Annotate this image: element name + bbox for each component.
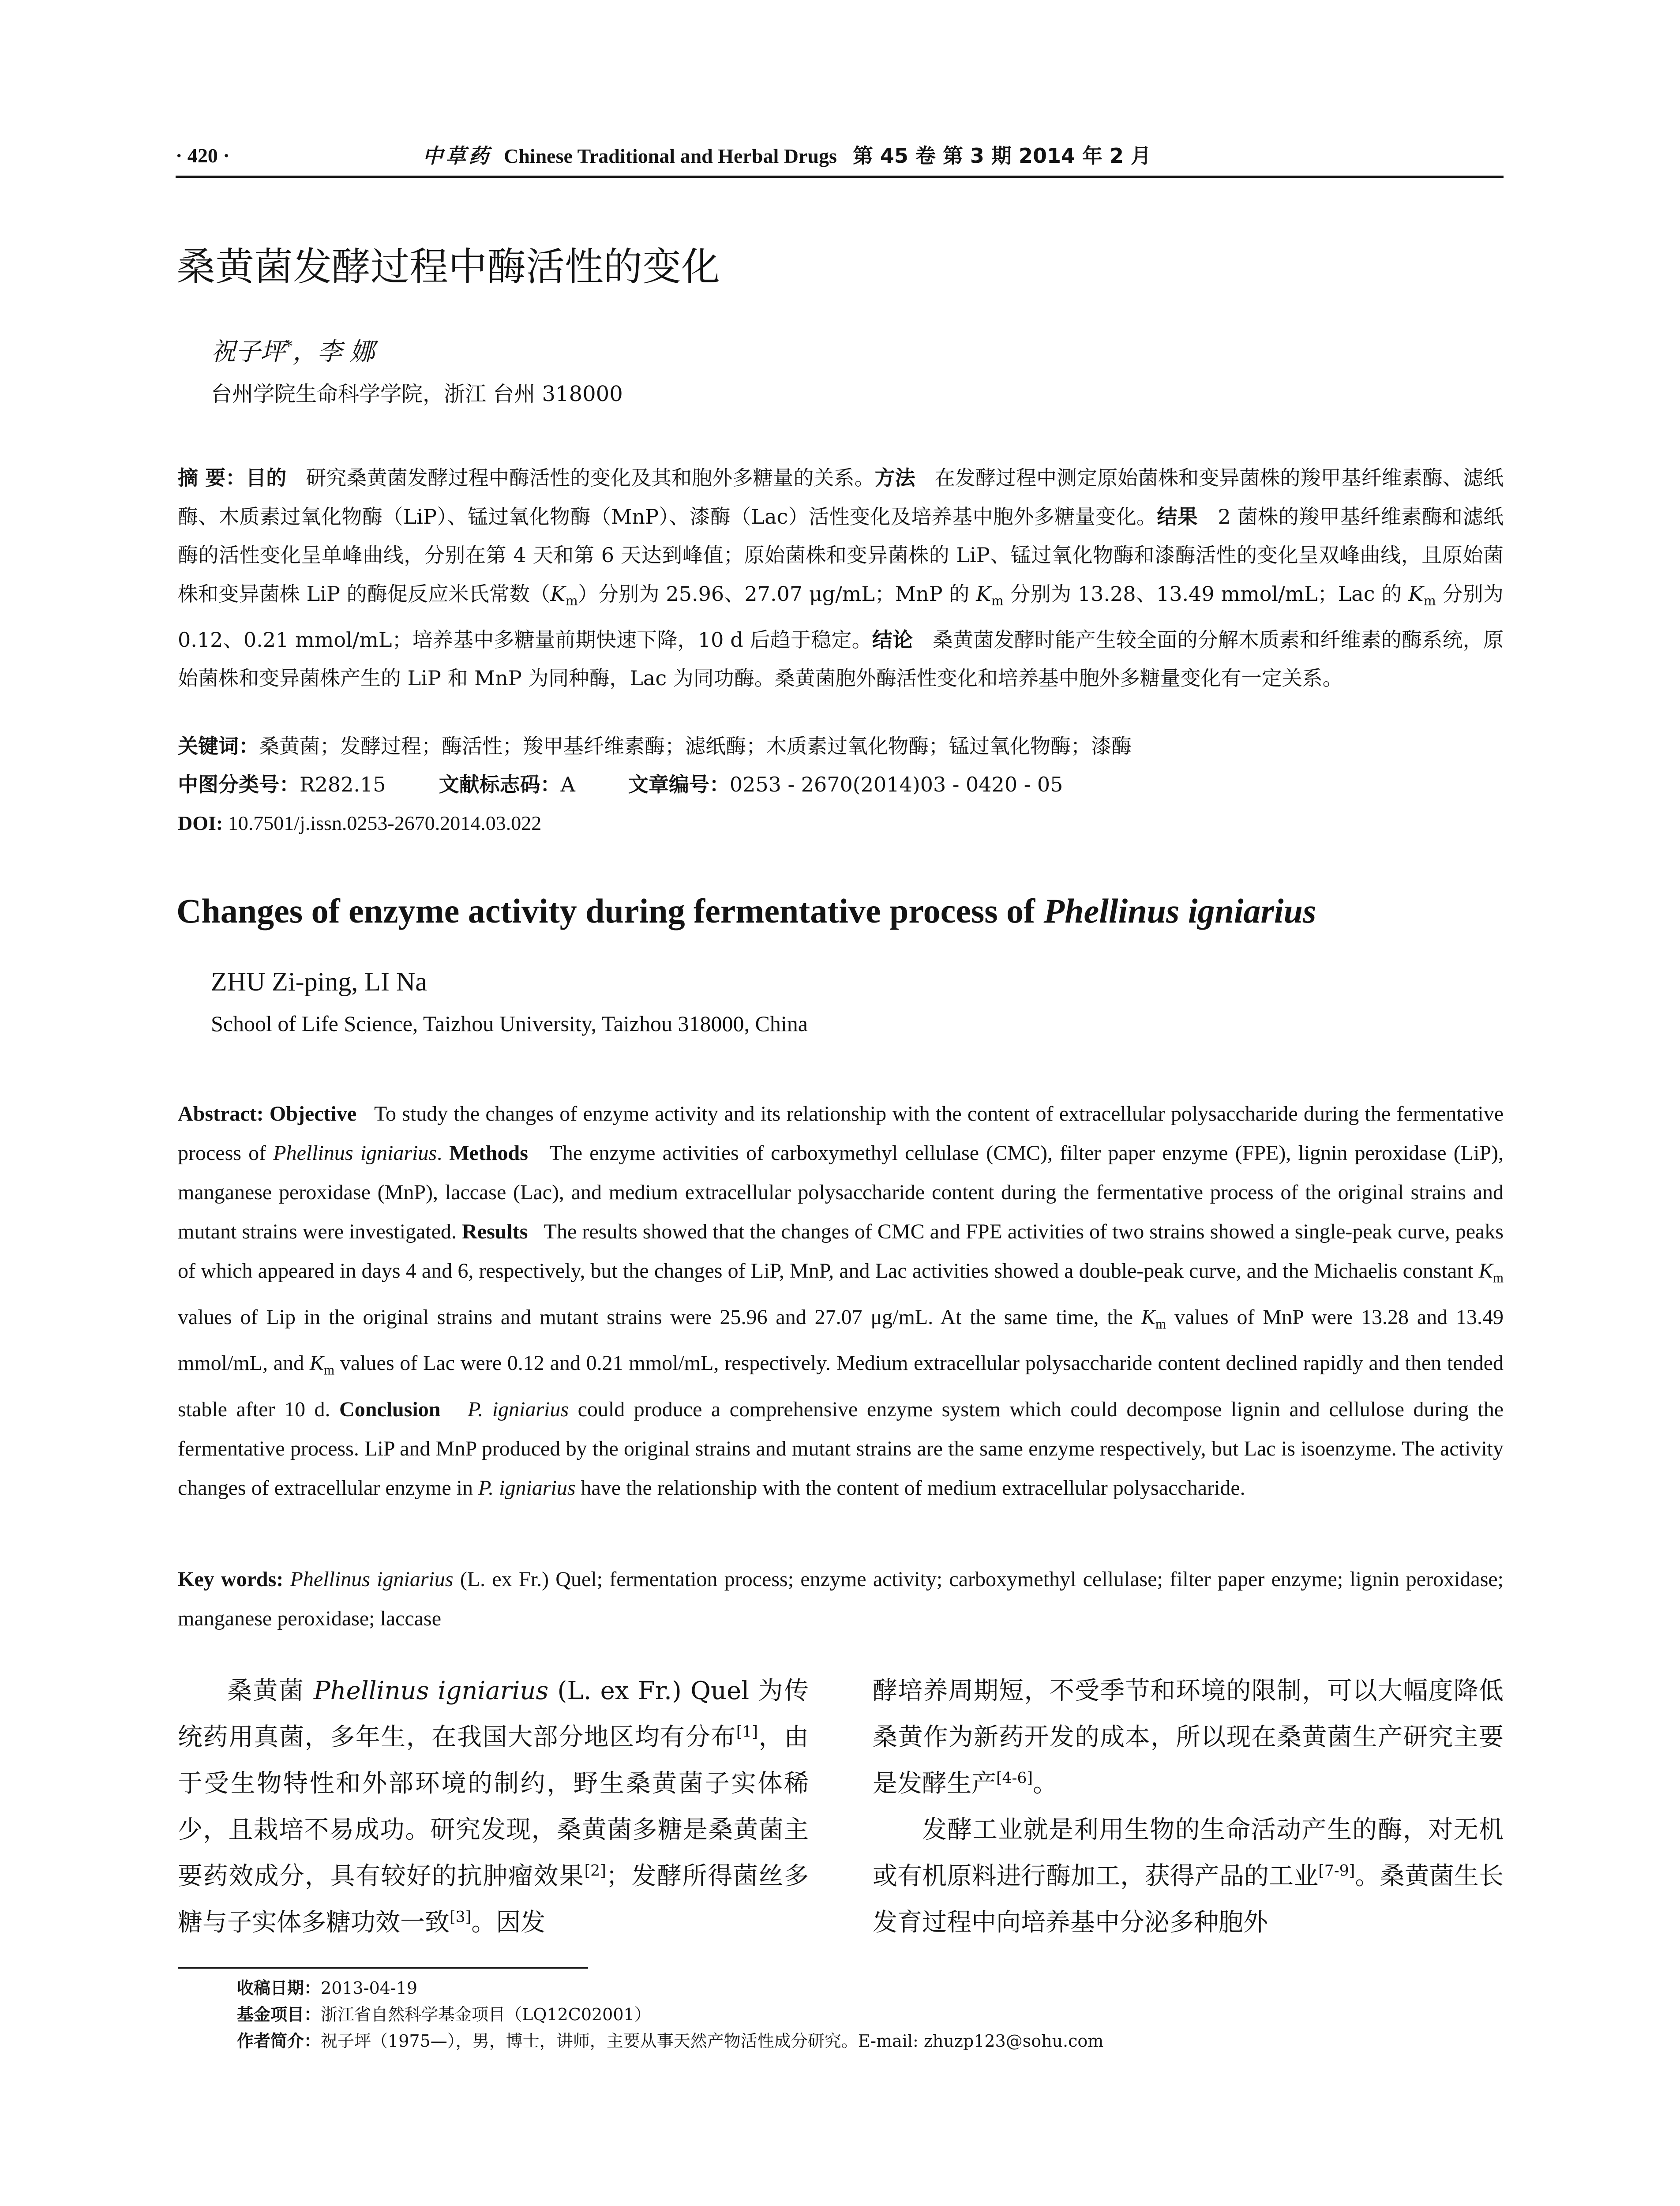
doi-line (178, 804, 541, 843)
keywords-cn (178, 727, 1504, 766)
article-title-en (176, 887, 1316, 935)
doi-label: DOI: (178, 812, 223, 834)
title-en-species: Phellinus igniarius (1043, 892, 1316, 930)
abstract-cn (178, 459, 1504, 698)
abstract-label-en: Abstract: (178, 1102, 264, 1126)
objective-text-cn: 研究桑黄菌发酵过程中酶活性的变化及其和胞外多糖量的关系。 (306, 466, 875, 490)
authors-cn (211, 334, 375, 370)
results-label-cn: 结果 (1157, 504, 1198, 529)
journal-name (423, 140, 1151, 172)
article-no-label: 文章编号： (628, 773, 730, 796)
abstract-en (178, 1094, 1504, 1508)
objective-text-en: To study the changes of enzyme activity and its relationship with the content of extracellular polysaccharide during the fermentative process of Phellinus igniarius. (178, 1102, 1504, 1165)
results-label-en: Results (462, 1220, 528, 1243)
affiliation-cn: 台州学院生命科学学院，浙江 台州 318000 (211, 382, 623, 406)
page-number: · 420 · (176, 144, 230, 167)
footnote-divider (178, 1967, 588, 1969)
methods-label-cn: 方法 (874, 466, 915, 490)
corresponding-mark: * (285, 338, 293, 356)
conclusion-label-en: Conclusion (339, 1397, 441, 1421)
keywords-en (178, 1560, 1504, 1638)
clc-value: R282.15 (300, 773, 386, 796)
journal-name-en: Chinese Traditional and Herbal Drugs (504, 145, 837, 167)
keywords-text-en: Phellinus igniarius (L. ex Fr.) Quel; fermentation process; enzyme activity; carboxymethyl cellulase; filter paper enzyme; lignin peroxidase; manganese peroxidase; laccase (178, 1568, 1504, 1630)
objective-label-cn: 目的 (246, 466, 287, 490)
conclusion-label-cn: 结论 (872, 627, 913, 652)
results-text-en: The results showed that the changes of CMC and FPE activities of two strains showed a single-peak curve, peaks of which appeared in days 4 and 6, respectively, but the changes of LiP, MnP, and Lac activities showed a double-peak curve, and the Michaelis constant $K_m$ values of Lip in the original strains and mutant strains were 25.96 and 27.07 μg/mL. At the same time, the $K_m$ values of MnP were 13.28 and 13.49 mmol/mL, and $K_m$ values of Lac were 0.12 and 0.21 mmol/mL, respectively. Medium extracellular polysaccharide content declined rapidly and then tended stable after 10 d. (178, 1220, 1504, 1421)
methods-text-cn: 在发酵过程中测定原始菌株和变异菌株的羧甲基纤维素酶、滤纸酶、木质素过氧化物酶（LiP）、锰过氧化物酶（MnP）、漆酶（Lac）活性变化及培养基中胞外多糖量变化。 (178, 466, 1504, 529)
article-title-cn: 桑黄菌发酵过程中酶活性的变化 (176, 244, 720, 289)
keywords-label-cn: 关键词： (178, 734, 259, 758)
keywords-label-en: Key words: (178, 1568, 284, 1591)
results-text-cn: 2 菌株的羧甲基纤维素酶和滤纸酶的活性变化呈单峰曲线，分别在第 4 天和第 6 天达到峰值；原始菌株和变异菌株的 LiP、锰过氧化物酶和漆酶活性的变化呈双峰曲线，且原始菌株和变异菌株 LiP 的酶促反应米氏常数$(K_m)$分别为 25.96、27.07 μg/mL；MnP 的 $K_m$ 分别为 13.28、13.49 mmol/mL；Lac 的 $K_m$ 分别为 0.12、0.21 mmol/mL；培养基中多糖量前期快速下降，10 d 后趋于稳定。 (178, 504, 1504, 652)
author-bio-value: 祝子坪（1975—），男，博士，讲师，主要从事天然产物活性成分研究。E-mail: zhuzp123@sohu.com (321, 2031, 1104, 2051)
doi-value[interactable]: 10.7501/j.issn.0253-2670.2014.03.022 (228, 812, 542, 834)
author-bio-label: 作者简介： (237, 2031, 321, 2051)
conclusion-text-en: P. igniarius could produce a comprehensive enzyme system which could decompose lignin and cellulose during the fermentative process. LiP and MnP produced by the original strains and mutant strains are the same enzyme respectively, but Lac is isoenzyme. The activity changes of extracellular enzyme in P. igniarius have the relationship with the content of medium extracellular polysaccharide. (178, 1397, 1504, 1500)
doc-code-label: 文献标志码： (439, 773, 561, 796)
issue-info: 第 45 卷 第 3 期 2014 年 2 月 (852, 144, 1151, 168)
author-2-cn: 娜 (350, 338, 375, 366)
running-header (176, 140, 1504, 178)
body-paragraph: 酵培养周期短，不受季节和环境的限制，可以大幅度降低桑黄作为新药开发的成本，所以现在桑黄菌生产研究主要是发酵生产[4-6]。 (873, 1677, 1504, 1798)
fund-value: 浙江省自然科学基金项目（LQ12C02001） (321, 2005, 651, 2024)
affiliation-en: School of Life Science, Taizhou University, Taizhou 318000, China (211, 1011, 808, 1036)
body-paragraph: 发酵工业就是利用生物的生命活动产生的酶，对无机或有机原料进行酶加工，获得产品的工业[7-9]。桑黄菌生长发育过程中向培养基中分泌多种胞外 (873, 1816, 1504, 1937)
methods-label-en: Methods (449, 1141, 528, 1165)
body-column-left (178, 1668, 809, 1946)
doc-code-value: A (560, 773, 575, 796)
clc-label: 中图分类号： (178, 773, 300, 796)
received-label: 收稿日期： (237, 1978, 321, 1998)
objective-label-en: Objective (269, 1102, 357, 1126)
methods-text-en: The enzyme activities of carboxymethyl cellulase (CMC), filter paper enzyme (FPE), lignin peroxidase (LiP), manganese peroxidase (MnP), laccase (Lac), and medium extracellular polysaccharide content during the fermentative process of the original strains and mutant strains were investigated. (178, 1141, 1504, 1243)
footnote-received (237, 1976, 417, 2000)
author-sep: ，李 (292, 338, 350, 366)
received-value: 2013-04-19 (321, 1978, 418, 1998)
author-1-cn: 祝子坪 (211, 338, 285, 366)
abstract-label-cn: 摘 要： (178, 466, 246, 490)
footnote-author (237, 2029, 1103, 2053)
body-paragraph: 桑黄菌 Phellinus igniarius (L. ex Fr.) Quel 为传统药用真菌，多年生，在我国大部分地区均有分布[1]，由于受生物特性和外部环境的制约，野生桑黄菌子实体稀少，且栽培不易成功。研究发现，桑黄菌多糖是桑黄菌主要药效成分，具有较好的抗肿瘤效果[2]；发酵所得菌丝多糖与子实体多糖功效一致[3]。因发 (178, 1677, 809, 1937)
fund-label: 基金项目： (237, 2005, 321, 2024)
footnote-fund (237, 2002, 651, 2027)
article-no-value: 0253 - 2670(2014)03 - 0420 - 05 (729, 773, 1063, 796)
classification-line (178, 765, 1504, 804)
conclusion-text-cn: 桑黄菌发酵时能产生较全面的分解木质素和纤维素的酶系统，原始菌株和变异菌株产生的 LiP 和 MnP 为同种酶，Lac 为同功酶。桑黄菌胞外酶活性变化和培养基中胞外多糖量变化有一定关系。 (178, 627, 1504, 690)
keywords-text-cn: 桑黄菌；发酵过程；酶活性；羧甲基纤维素酶；滤纸酶；木质素过氧化物酶；锰过氧化物酶；漆酶 (259, 734, 1132, 758)
journal-name-cn: 中草药 (423, 144, 491, 168)
authors-en: ZHU Zi-ping, LI Na (211, 967, 427, 996)
title-en-text: Changes of enzyme activity during fermentative process of (176, 892, 1044, 930)
body-column-right (873, 1668, 1504, 1946)
